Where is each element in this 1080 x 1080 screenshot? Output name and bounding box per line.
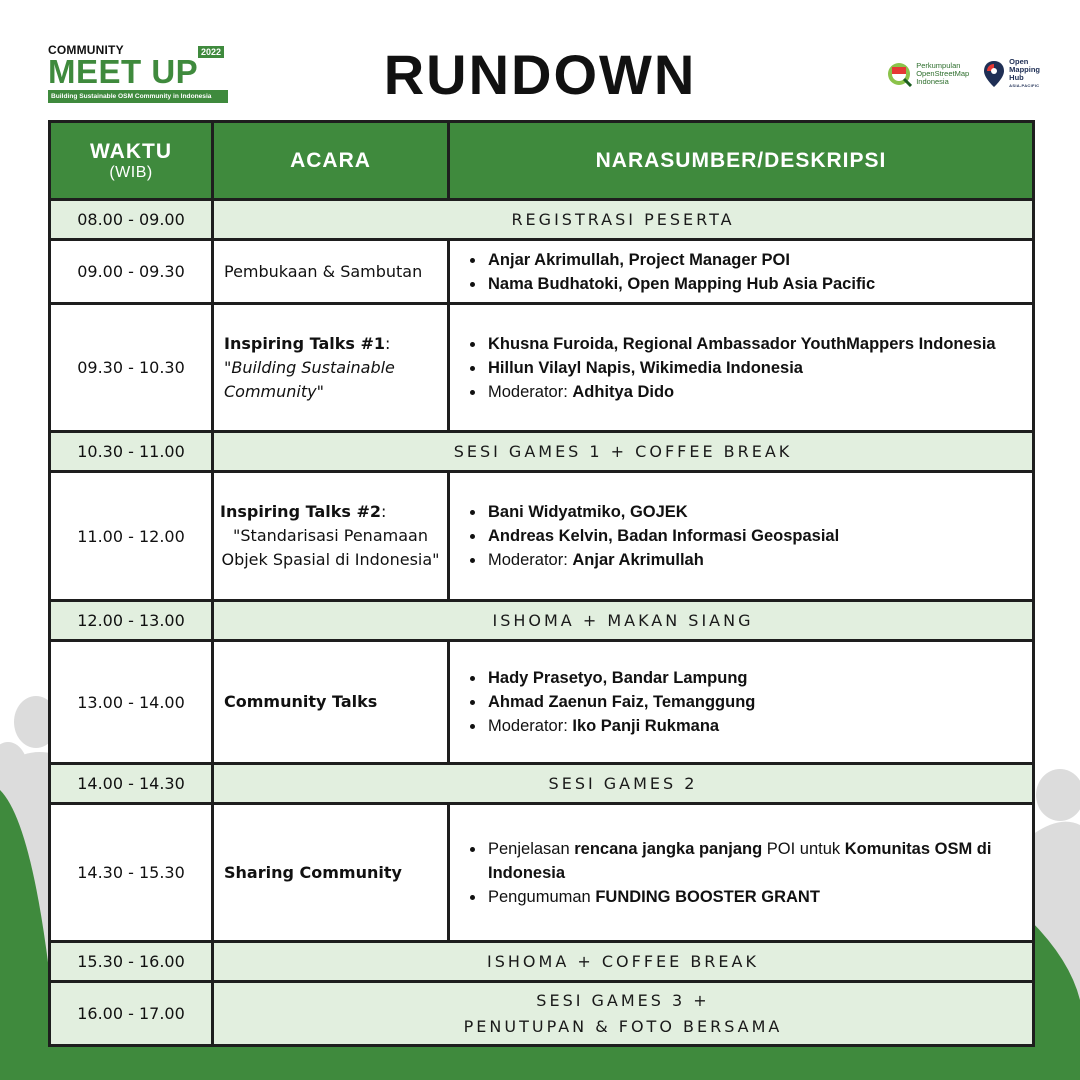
event-name: Inspiring Talks #2: [220, 502, 381, 521]
speaker-cell: [449, 641, 1034, 764]
table-row: [50, 601, 1034, 641]
col-header-time-sub: (WIB): [109, 163, 153, 181]
event-subtitle: "Standarisasi Penamaan Objek Spasial di Indonesia": [221, 526, 440, 569]
event-name: Inspiring Talks #1: [224, 333, 385, 353]
break-label-line2: PENUTUPAN & FOTO BERSAMA: [463, 1016, 783, 1036]
speaker-cell: [449, 472, 1034, 601]
moderator-label: Moderator:: [488, 717, 573, 735]
break-label: REGISTRASI PESERTA: [213, 200, 1034, 240]
speaker-cell: [449, 304, 1034, 432]
break-label: ISHOMA + COFFEE BREAK: [213, 942, 1034, 982]
time-cell: 08.00 - 09.00: [50, 200, 213, 240]
table-row: [50, 304, 1034, 432]
speaker-item: • Nama Budhatoki, Open Mapping Hub Asia Pacific: [486, 272, 1018, 296]
speaker-item: • Andreas Kelvin, Badan Informasi Geospasial: [486, 524, 1018, 548]
moderator-item: [486, 380, 1018, 404]
table-row: [50, 764, 1034, 804]
speaker-item: • Hady Prasetyo, Bandar Lampung: [486, 666, 1018, 690]
time-cell: 09.30 - 10.30: [50, 304, 213, 432]
osm-indonesia-icon: [886, 61, 912, 87]
open-mapping-hub-logo: [983, 58, 1040, 90]
desc-text: Penjelasan: [488, 839, 575, 858]
break-label: [213, 982, 1034, 1046]
speaker-item: • Hillun Vilayl Napis, Wikimedia Indonesia: [486, 356, 1018, 380]
time-cell: 10.30 - 11.00: [50, 432, 213, 472]
break-label: SESI GAMES 1 + COFFEE BREAK: [213, 432, 1034, 472]
logo-tagline: Building Sustainable OSM Community in Indonesia: [48, 90, 228, 103]
table-row: [50, 200, 1034, 240]
event-name: Pembukaan & Sambutan: [224, 261, 423, 281]
table-row: [50, 240, 1034, 304]
table-row: [50, 804, 1034, 942]
time-cell: 11.00 - 12.00: [50, 472, 213, 601]
moderator-item: [486, 714, 1018, 738]
time-cell: 13.00 - 14.00: [50, 641, 213, 764]
desc-text: POI untuk: [762, 839, 845, 858]
time-cell: 14.30 - 15.30: [50, 804, 213, 942]
time-cell: 14.00 - 14.30: [50, 764, 213, 804]
event-separator: :: [385, 333, 391, 353]
moderator-name: Adhitya Dido: [572, 382, 675, 401]
time-cell: 12.00 - 13.00: [50, 601, 213, 641]
logo-community-text: COMMUNITY: [48, 43, 124, 57]
speaker-item: • Khusna Furoida, Regional Ambassador YouthMappers Indonesia: [486, 332, 1018, 356]
moderator-item: [486, 548, 1018, 572]
logo-year-badge: 2022: [198, 46, 224, 58]
partner1-line3: Indonesia: [916, 77, 949, 86]
time-cell: 09.00 - 09.30: [50, 240, 213, 304]
col-header-time-label: WAKTU: [90, 139, 172, 163]
partner2-line2: Mapping: [1009, 65, 1040, 74]
time-cell: 15.30 - 16.00: [50, 942, 213, 982]
desc-bold: Komunitas OSM di Indonesia: [488, 839, 992, 882]
desc-bold: rencana jangka panjang: [574, 839, 763, 858]
description-item: [486, 885, 1018, 909]
speaker-item: • Ahmad Zaenun Faiz, Temanggung: [486, 690, 1018, 714]
speaker-cell: [449, 240, 1034, 304]
table-row: [50, 472, 1034, 601]
moderator-name: Anjar Akrimullah: [572, 551, 704, 569]
map-pin-icon: [983, 60, 1005, 88]
page-title: RUNDOWN: [383, 43, 697, 106]
description-item: [486, 837, 1018, 885]
partner2-line3: Hub: [1009, 73, 1024, 82]
table-row: [50, 432, 1034, 472]
col-header-speaker: NARASUMBER/DESKRIPSI: [449, 122, 1034, 200]
event-name: Community Talks: [224, 692, 378, 711]
partner2-line1: Open: [1009, 57, 1029, 66]
moderator-label: Moderator:: [488, 551, 573, 569]
speaker-cell: [449, 804, 1034, 942]
event-separator: :: [381, 502, 387, 521]
break-label: ISHOMA + MAKAN SIANG: [213, 601, 1034, 641]
break-label-line1: SESI GAMES 3 +: [536, 990, 710, 1010]
time-cell: 16.00 - 17.00: [50, 982, 213, 1046]
speaker-item: • Anjar Akrimullah, Project Manager POI: [486, 248, 1018, 272]
rundown-table: [48, 120, 1035, 1047]
col-header-event: ACARA: [213, 122, 449, 200]
moderator-label: Moderator:: [488, 382, 573, 401]
event-cell: [213, 472, 449, 601]
logo-meetup-text: MEET UP: [48, 53, 199, 90]
table-header-row: [50, 122, 1034, 200]
table-row: [50, 641, 1034, 764]
partner-logos: [886, 58, 1040, 90]
event-cell: [213, 240, 449, 304]
desc-bold: FUNDING BOOSTER GRANT: [595, 887, 820, 906]
moderator-name: Iko Panji Rukmana: [572, 717, 720, 735]
osm-indonesia-logo: [886, 61, 969, 87]
partner2-sub: ASIA-PACIFIC: [1009, 83, 1040, 88]
desc-text: Pengumuman: [488, 887, 596, 906]
partner1-line1: Perkumpulan: [916, 61, 961, 70]
table-row: [50, 982, 1034, 1046]
col-header-time: [50, 122, 213, 200]
break-label: SESI GAMES 2: [213, 764, 1034, 804]
event-cell: [213, 641, 449, 764]
table-row: [50, 942, 1034, 982]
event-cell: [213, 304, 449, 432]
event-cell: [213, 804, 449, 942]
speaker-item: • Bani Widyatmiko, GOJEK: [486, 500, 1018, 524]
event-subtitle: "Building Sustainable Community": [224, 357, 395, 401]
event-name: Sharing Community: [224, 862, 402, 882]
partner1-line2: OpenStreetMap: [916, 69, 970, 78]
